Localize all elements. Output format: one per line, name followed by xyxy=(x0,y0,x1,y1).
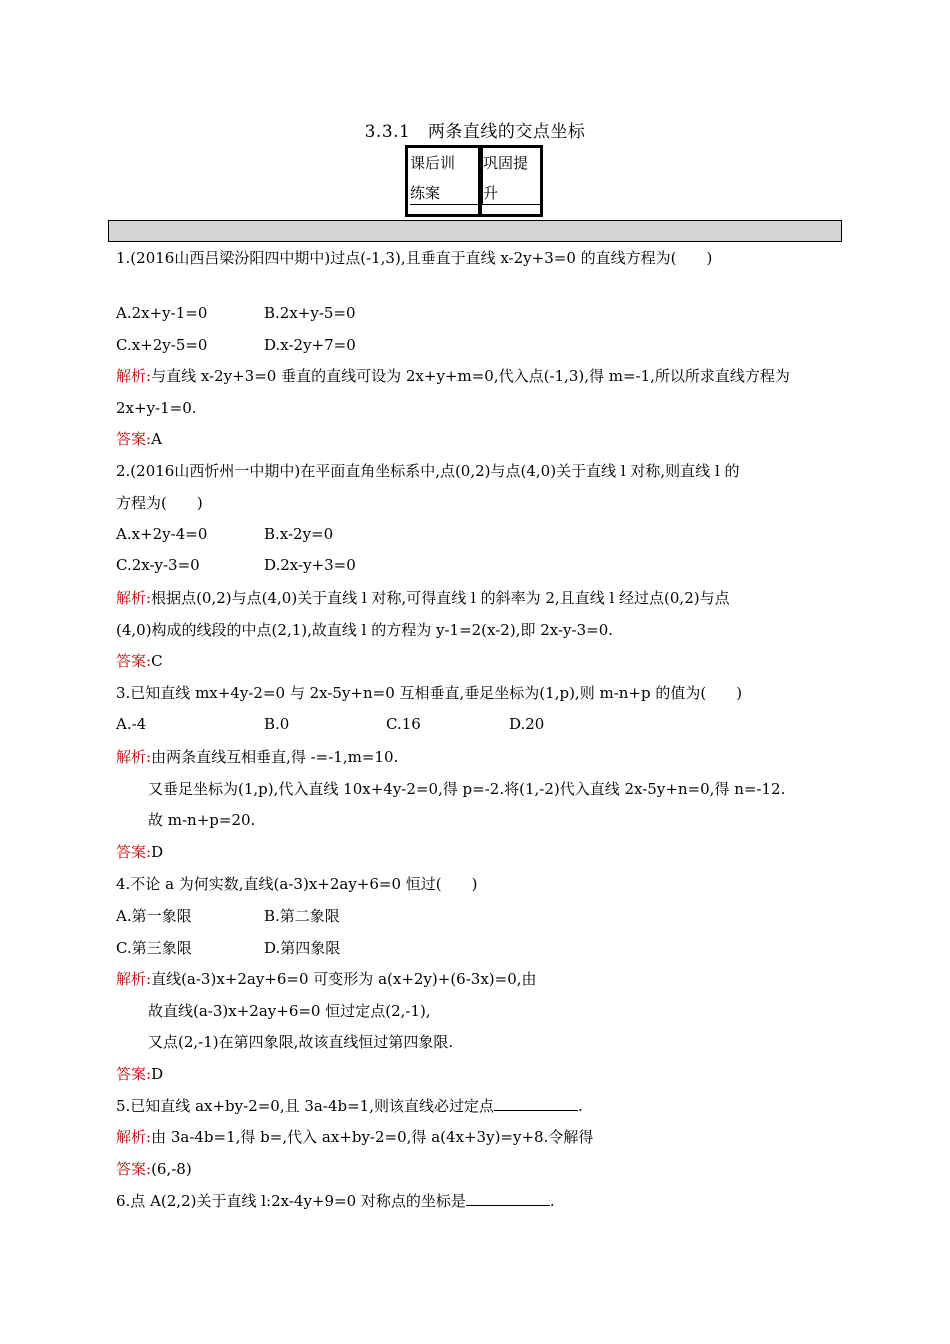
q3-analysis-text: 由两条直线互相垂直,得 -=-1,m=10. xyxy=(151,748,399,766)
q3-option-c: C.16 xyxy=(386,715,421,733)
banner-left-line1: 课后训 xyxy=(410,154,456,172)
q4-analysis-line3: 又点(2,-1)在第四象限,故该直线恒过第四象限. xyxy=(148,1033,454,1051)
q2-answer-value: C xyxy=(151,652,163,670)
q4-answer xyxy=(116,1064,163,1084)
q3-stem: 3.已知直线 mx+4y-2=0 与 2x-5y+n=0 互相垂直,垂足坐标为(1,p),则 m-n+p 的值为( ) xyxy=(116,684,743,702)
q2-option-b: B.x-2y=0 xyxy=(264,525,334,543)
q1-analysis-line2: 2x+y-1=0. xyxy=(116,399,197,417)
q2-analysis-text: 根据点(0,2)与点(4,0)关于直线 l 对称,可得直线 l 的斜率为 2,且直线 l 经过点(0,2)与点 xyxy=(151,589,730,607)
banner-left-line2: 练案 xyxy=(410,184,441,202)
q2-stem-line1: 2.(2016山西忻州一中期中)在平面直角坐标系中,点(0,2)与点(4,0)关于直线 l 对称,则直线 l 的 xyxy=(116,462,740,480)
q3-analysis-line2: 又垂足坐标为(1,p),代入直线 10x+4y-2=0,得 p=-2.将(1,-2)代入直线 2x-5y+n=0,得 n=-12. xyxy=(148,780,786,798)
q2-answer xyxy=(116,651,163,671)
q1-answer xyxy=(116,429,162,449)
answer-label: 答案: xyxy=(116,843,152,861)
banner-cell-left xyxy=(410,148,479,205)
q5-answer xyxy=(116,1159,192,1179)
q2-option-c: C.2x-y-3=0 xyxy=(116,556,200,574)
q2-analysis-line2: (4,0)构成的线段的中点(2,1),故直线 l 的方程为 y-1=2(x-2),即 2x-y-3=0. xyxy=(116,621,614,639)
q6-answer-blank xyxy=(466,1191,550,1206)
q1-option-b: B.2x+y-5=0 xyxy=(264,304,356,322)
q2-analysis-line1 xyxy=(116,588,730,608)
q5-analysis-text: 由 3a-4b=1,得 b=,代入 ax+by-2=0,得 a(4x+3y)=y+8.令解得 xyxy=(151,1128,594,1146)
q2-option-d: D.2x-y+3=0 xyxy=(264,556,356,574)
answer-label: 答案: xyxy=(116,430,152,448)
q6-stem-end: . xyxy=(549,1192,555,1210)
q2-stem-line2: 方程为( ) xyxy=(116,494,203,512)
banner-cell-right xyxy=(482,148,543,205)
page-title: 3.3.1 两条直线的交点坐标 xyxy=(364,122,586,142)
q6-stem xyxy=(116,1191,555,1211)
q4-option-a: A.第一象限 xyxy=(116,907,192,925)
q6-stem-text: 6.点 A(2,2)关于直线 l:2x-4y+9=0 对称点的坐标是 xyxy=(116,1192,466,1210)
q5-analysis-line1 xyxy=(116,1127,593,1147)
analysis-label: 解析: xyxy=(116,367,152,385)
banner-right-line1: 巩固提 xyxy=(483,154,529,172)
analysis-label: 解析: xyxy=(116,589,152,607)
banner-box xyxy=(405,145,543,217)
section-bar xyxy=(108,220,842,242)
q3-analysis-line3: 故 m-n+p=20. xyxy=(148,811,256,829)
q3-answer xyxy=(116,842,163,862)
q1-analysis-line1 xyxy=(116,366,790,386)
q3-option-b: B.0 xyxy=(264,715,290,733)
q3-option-d: D.20 xyxy=(509,715,545,733)
answer-label: 答案: xyxy=(116,1160,152,1178)
q2-option-a: A.x+2y-4=0 xyxy=(116,525,208,543)
q1-option-d: D.x-2y+7=0 xyxy=(264,336,356,354)
q1-option-a: A.2x+y-1=0 xyxy=(116,304,208,322)
q5-stem-text: 5.已知直线 ax+by-2=0,且 3a-4b=1,则该直线必过定点 xyxy=(116,1097,494,1115)
q4-answer-value: D xyxy=(151,1065,164,1083)
analysis-label: 解析: xyxy=(116,970,152,988)
q1-stem: 1.(2016山西吕梁汾阳四中期中)过点(-1,3),且垂直于直线 x-2y+3=0 的直线方程为( ) xyxy=(116,249,713,267)
q3-analysis-line1 xyxy=(116,747,398,767)
answer-label: 答案: xyxy=(116,652,152,670)
q1-answer-value: A xyxy=(151,430,162,448)
q5-stem xyxy=(116,1096,583,1116)
q5-stem-end: . xyxy=(577,1097,583,1115)
q4-analysis-text: 直线(a-3)x+2ay+6=0 可变形为 a(x+2y)+(6-3x)=0,由 xyxy=(151,970,537,988)
q3-option-a: A.-4 xyxy=(116,715,147,733)
q4-analysis-line1 xyxy=(116,969,537,989)
analysis-label: 解析: xyxy=(116,1128,152,1146)
answer-label: 答案: xyxy=(116,1065,152,1083)
q4-option-c: C.第三象限 xyxy=(116,939,192,957)
q5-answer-value: (6,-8) xyxy=(151,1160,192,1178)
banner-right-line2: 升 xyxy=(483,184,499,202)
q4-option-d: D.第四象限 xyxy=(264,939,341,957)
q1-analysis-text: 与直线 x-2y+3=0 垂直的直线可设为 2x+y+m=0,代入点(-1,3),得 m=-1,所以所求直线方程为 xyxy=(151,367,790,385)
q1-option-c: C.x+2y-5=0 xyxy=(116,336,208,354)
q4-option-b: B.第二象限 xyxy=(264,907,340,925)
q4-stem: 4.不论 a 为何实数,直线(a-3)x+2ay+6=0 恒过( ) xyxy=(116,875,478,893)
q3-answer-value: D xyxy=(151,843,164,861)
analysis-label: 解析: xyxy=(116,748,152,766)
q4-analysis-line2: 故直线(a-3)x+2ay+6=0 恒过定点(2,-1), xyxy=(148,1002,431,1020)
q5-answer-blank xyxy=(494,1096,578,1111)
